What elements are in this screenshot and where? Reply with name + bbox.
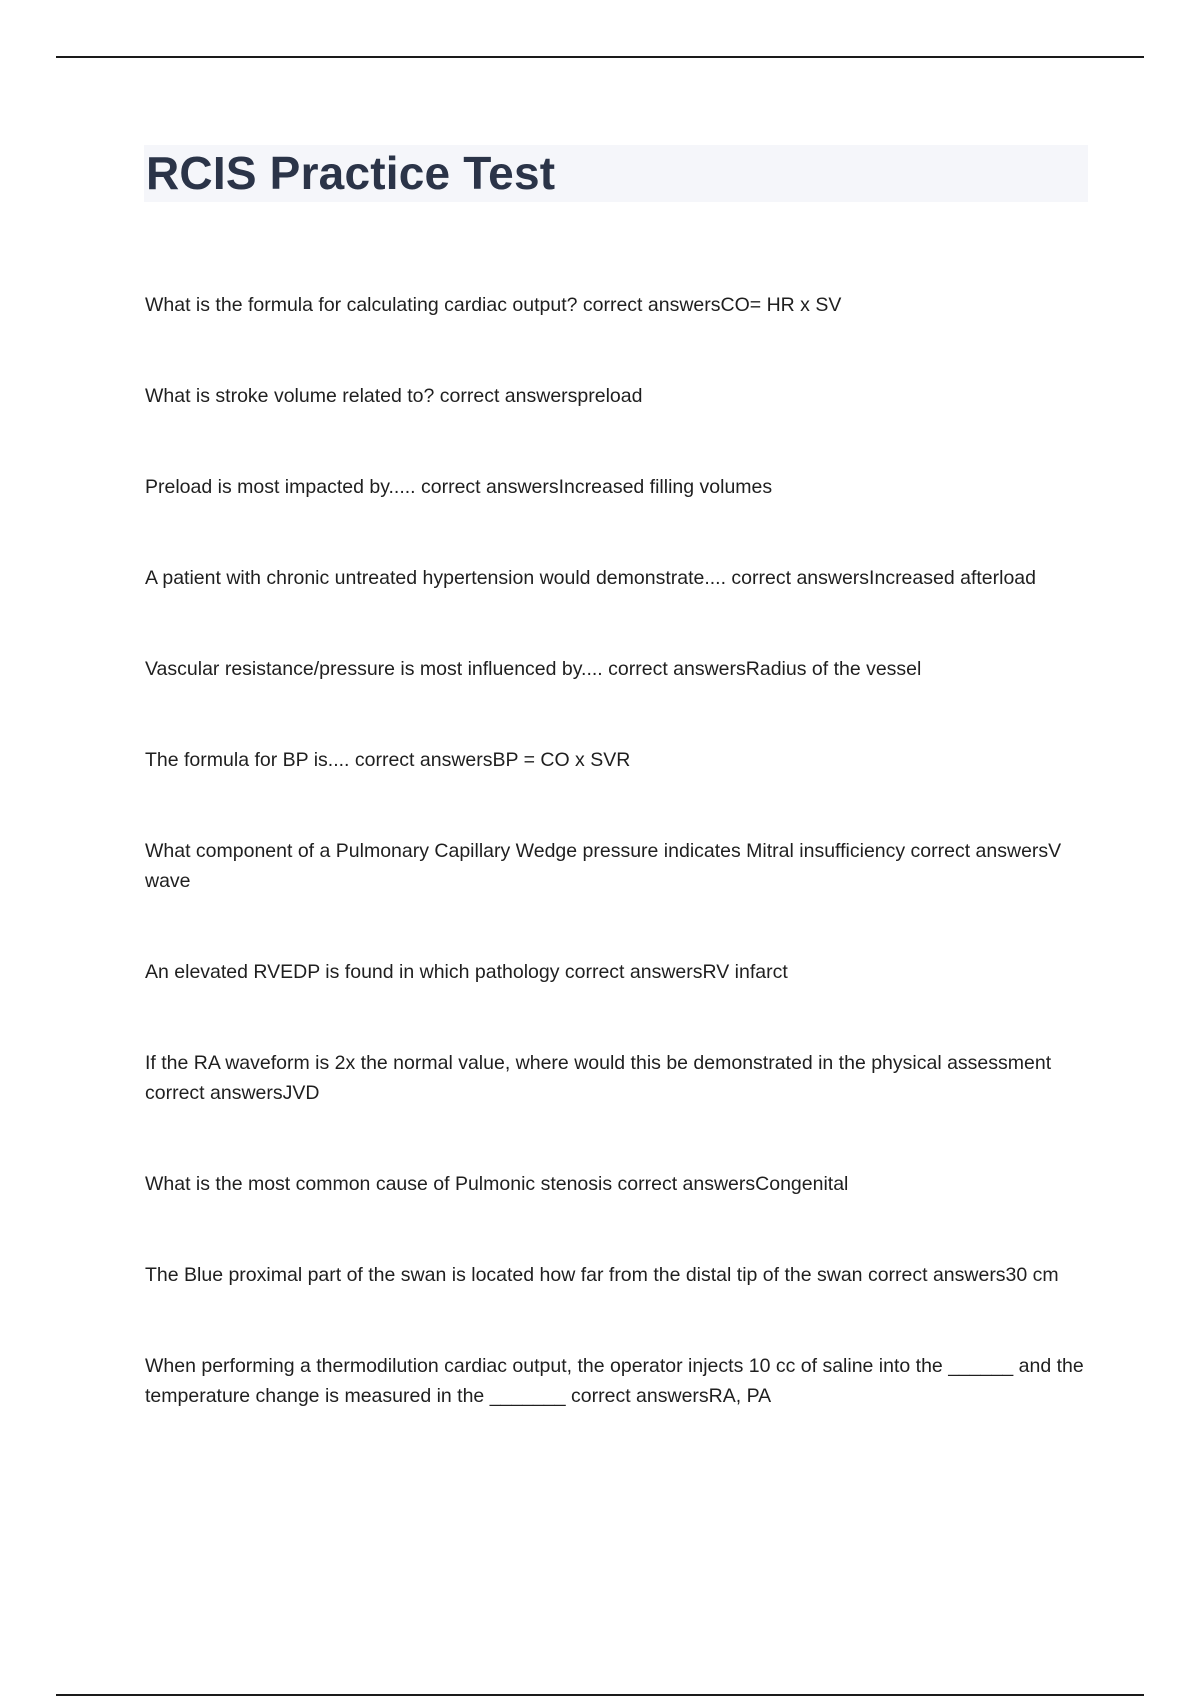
qa-item-9: If the RA waveform is 2x the normal value, where would this be demonstrated in the physical assessment correct answersJVD: [145, 1052, 1052, 1104]
qa-list: [145, 290, 1095, 1472]
qa-item-1: What is the formula for calculating cardiac output? correct answersCO= HR x SV: [145, 294, 842, 316]
qa-item-8: An elevated RVEDP is found in which pathology correct answersRV infarct: [145, 961, 788, 983]
qa-item-3: Preload is most impacted by..... correct answersIncreased filling volumes: [145, 476, 773, 498]
qa-item-5: Vascular resistance/pressure is most influenced by.... correct answersRadius of the vessel: [145, 658, 922, 680]
header-rule: [56, 56, 1144, 58]
qa-item-6: The formula for BP is.... correct answersBP = CO x SVR: [145, 749, 631, 771]
qa-item-10: What is the most common cause of Pulmonic stenosis correct answersCongenital: [145, 1173, 849, 1195]
qa-item-12: When performing a thermodilution cardiac output, the operator injects 10 cc of saline into the ______ and the temperature change is measured in the _______ correct answersRA, PA: [145, 1355, 1084, 1407]
qa-item-4: A patient with chronic untreated hypertension would demonstrate.... correct answersIncreased afterload: [145, 567, 1036, 589]
qa-item-7: What component of a Pulmonary Capillary Wedge pressure indicates Mitral insufficiency correct answersV wave: [145, 840, 1062, 892]
qa-item-11: The Blue proximal part of the swan is located how far from the distal tip of the swan correct answers30 cm: [145, 1264, 1059, 1286]
qa-item-2: What is stroke volume related to? correct answerspreload: [145, 385, 643, 407]
footer-rule: [56, 1694, 1144, 1696]
document-title: RCIS Practice Test: [146, 147, 556, 199]
